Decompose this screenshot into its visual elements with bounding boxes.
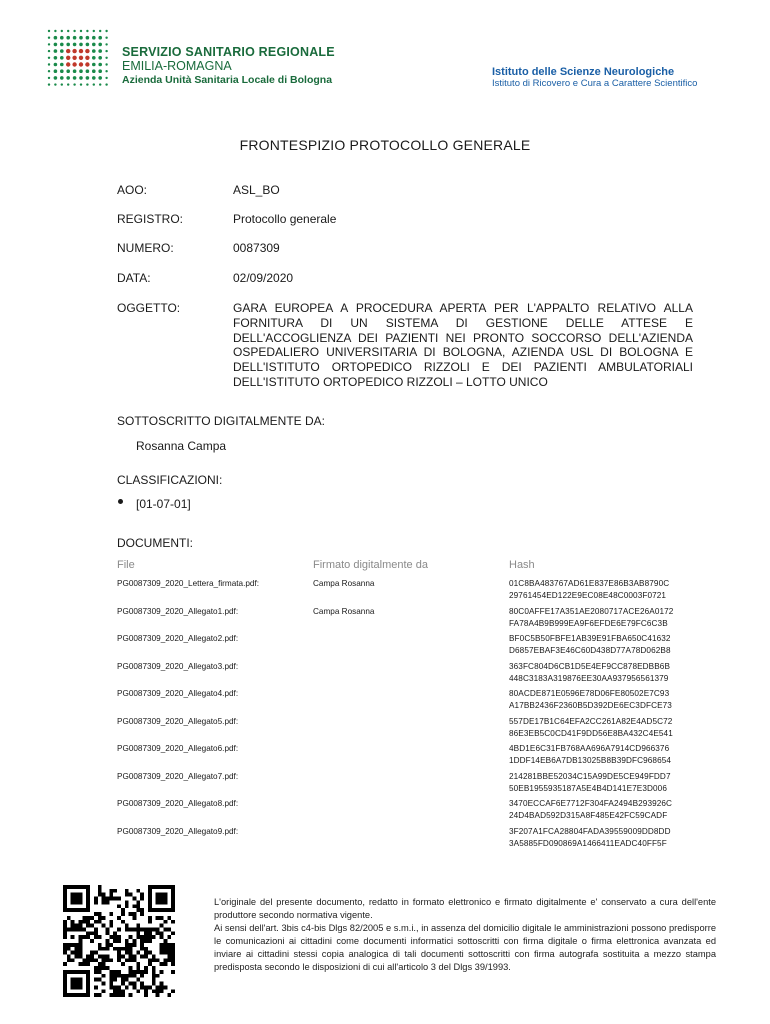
ssr-logo-icon (46, 28, 110, 88)
file-signer: Campa Rosanna (313, 606, 375, 616)
oggetto-value: GARA EUROPEA A PROCEDURA APERTA PER L'APPALTO RELATIVO ALLA FORNITURA DI UN SISTEMA DI GESTIONE DELLE ATTESE E DELL'ACCOGLIENZA DEI PAZIENTI NEI PRONTO SOCCORSO DELL'AZIENDA OSPEDALIERO UNIVERSITARIA DI BOLOGNA, AZIENDA USL DI BOLOGNA E DELL'ISTITUTO ORTOPEDICO RIZZOLI E DEI PAZIENTI AMBULATORIALI DELL'ISTITUTO ORTOPEDICO RIZZOLI – LOTTO UNICO (233, 301, 693, 389)
file-hash: 3470ECCAF6E7712F304FA2494B293926C 24D4BAD592D315A8F485E42FC59CADF (509, 799, 673, 820)
table-row (117, 578, 717, 606)
table-row (117, 606, 717, 634)
documents-label: DOCUMENTI: (117, 536, 193, 550)
file-name: PG0087309_2020_Lettera_firmata.pdf: (117, 579, 260, 588)
table-row (117, 661, 717, 689)
table-row (117, 688, 717, 716)
data-label: DATA: (117, 271, 151, 285)
institute-subtitle: Istituto di Ricovero e Cura a Carattere Scientifico (492, 78, 698, 89)
classification-item: [01-07-01] (136, 497, 191, 511)
col-header-signed-by: Firmato digitalmente da (313, 559, 428, 571)
footer-note (214, 896, 716, 975)
file-hash: 214281BBE52034C15A99DE5CE949FDD7 50EB1955935187A5E4B4D141E7E3D006 (509, 771, 671, 793)
file-hash: 80ACDE871E0596E78D06FE80502E7C93 A17BB2436F2360B5D392DE6EC3DFCE73 (509, 689, 672, 710)
file-name: PG0087309_2020_Allegato4.pdf: (117, 689, 239, 698)
file-hash: 4BD1E6C31FB768AA696A7914CD966376 1DDF14EB6A7DB13025B8B39DFC968654 (509, 744, 672, 765)
ssr-heading (122, 45, 335, 87)
file-hash: 363FC804D6CB1D5E4EF9CC878EDBB6B 448C3183A319876EE30AA937956561379 (509, 661, 671, 683)
classification-label: CLASSIFICAZIONI: (117, 473, 223, 487)
col-header-hash: Hash (509, 559, 535, 571)
letterhead (0, 0, 770, 100)
col-header-file: File (117, 559, 135, 571)
file-name: PG0087309_2020_Allegato2.pdf: (117, 634, 239, 643)
file-name: PG0087309_2020_Allegato9.pdf: (117, 826, 239, 836)
file-signer: Campa Rosanna (313, 579, 375, 588)
documents-table (117, 578, 717, 853)
numero-value: 0087309 (233, 241, 280, 255)
document-title: FRONTESPIZIO PROTOCOLLO GENERALE (239, 137, 531, 153)
file-name: PG0087309_2020_Allegato5.pdf: (117, 716, 239, 726)
signature-label: SOTTOSCRITTO DIGITALMENTE DA: (117, 414, 326, 428)
file-name: PG0087309_2020_Allegato3.pdf: (117, 661, 239, 671)
data-value: 02/09/2020 (233, 271, 294, 285)
table-row (117, 798, 717, 826)
file-hash: 01C8BA483767AD61E837E86B3AB8790C 29761454ED122E9EC08E48C0003F0721 (509, 579, 670, 600)
table-row (117, 826, 717, 854)
file-hash: 557DE17B1C64EFA2CC261A82E4AD5C72 86E3EB5C0CD41F9DD56E8BA432C4E541 (509, 716, 673, 738)
institute-heading (492, 66, 697, 90)
table-row (117, 633, 717, 661)
table-row (117, 771, 717, 799)
oggetto-label: OGGETTO: (117, 301, 181, 315)
aoo-label: AOO: (117, 183, 148, 197)
table-row (117, 743, 717, 771)
ssr-line2: EMILIA-ROMAGNA (122, 59, 232, 73)
file-name: PG0087309_2020_Allegato8.pdf: (117, 799, 239, 808)
numero-label: NUMERO: (117, 241, 174, 255)
file-name: PG0087309_2020_Allegato7.pdf: (117, 771, 239, 781)
file-hash: 80C0AFFE17A351AE2080717ACE26A0172 FA78A4B9B999EA9F6EFDE6E79FC6C3B (509, 606, 674, 628)
file-hash: 3F207A1FCA28804FADA39559009DD8DD 3A5885FD090869A1466411EADC40FF5F (509, 826, 671, 848)
registro-value: Protocollo generale (233, 212, 337, 226)
registro-label: REGISTRO: (117, 212, 184, 226)
institute-name: Istituto delle Scienze Neurologiche (492, 66, 675, 78)
signer-name: Rosanna Campa (136, 439, 227, 453)
file-hash: BF0C5B50FBFE1AB39E91FBA650C41632 D6857EBAF3E46C60D438D77A78D062B8 (509, 634, 671, 655)
bullet-icon (118, 499, 123, 504)
aoo-value: ASL_BO (233, 183, 280, 197)
table-row (117, 716, 717, 744)
qr-code-icon (60, 885, 178, 997)
ssr-line1: SERVIZIO SANITARIO REGIONALE (122, 45, 335, 59)
file-name: PG0087309_2020_Allegato1.pdf: (117, 606, 239, 616)
footer-paragraph-1: L'originale del presente documento, redatto in formato elettronico e firmato digitalmente e' conservato a cura dell'ente produttore secondo normativa vigente. (214, 897, 716, 921)
ssr-line3: Azienda Unità Sanitaria Locale di Bologna (122, 74, 333, 86)
footer-paragraph-2: Ai sensi dell'art. 3bis c4-bis Dlgs 82/2005 e s.m.i., in assenza del domicilio digitale le amministrazioni possono predisporre le comunicazioni ai cittadini come documenti informatici sottoscritti con firma digitale o firma elettronica avanzata ed inviare ai cittadini stessi copia analogica di tali documenti sottoscritti con firma autografa sostituita a mezzo stampa predisposta secondo le disposizioni di cui all'articolo 3 del Dlgs 39/1993. (214, 923, 716, 973)
file-name: PG0087309_2020_Allegato6.pdf: (117, 744, 239, 753)
